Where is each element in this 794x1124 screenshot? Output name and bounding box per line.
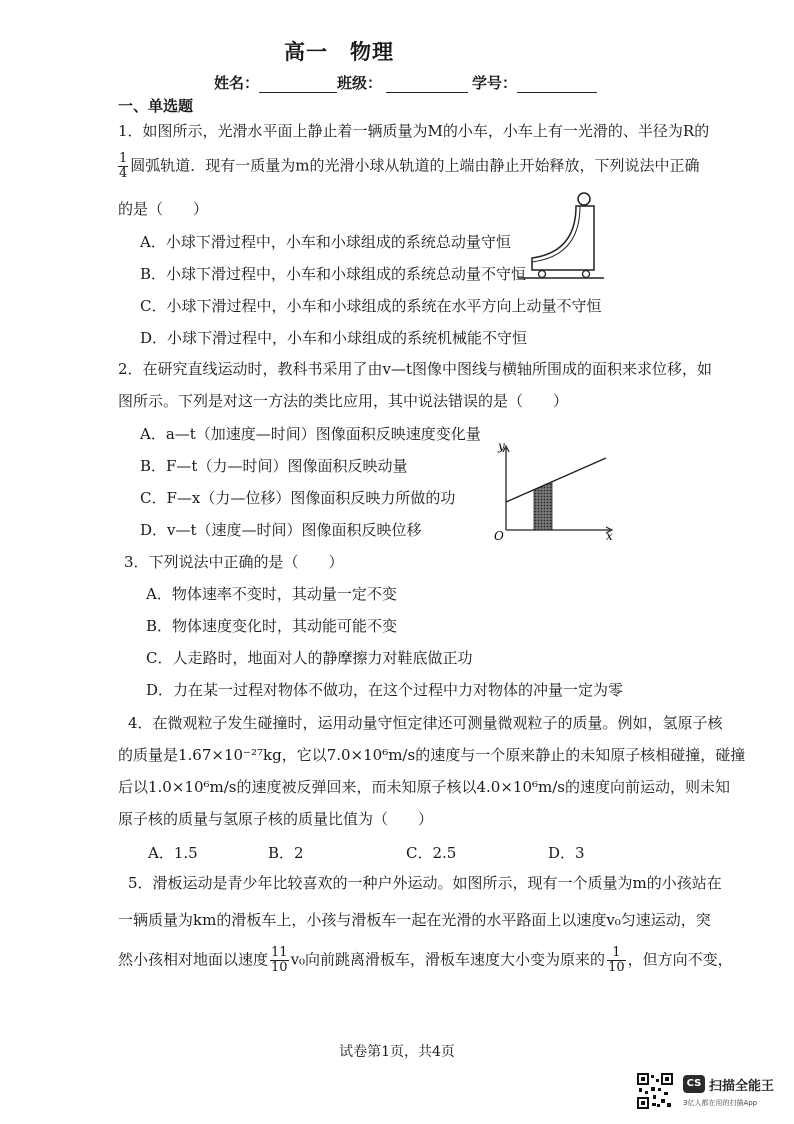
q2-option-c[interactable]: C．F—x（力—位移）图像面积反映力所做的功: [140, 489, 456, 507]
x-axis-label: x: [606, 529, 613, 542]
q1-line2: $\frac{1}{4}$ 圆弧轨道．现有一质量为m的光滑小球从轨道的上端由静止开始释放，下列说法中正确: [119, 151, 700, 181]
q4-line2: 的质量是1.67×10⁻²⁷kg，它以7.0×10⁶m/s的速度与一个原来静止的未知原子核相碰撞，碰撞: [118, 746, 746, 764]
y-axis-label: y: [498, 439, 505, 453]
origin-label: O: [494, 529, 504, 542]
camscanner-name: 扫描全能王: [709, 1079, 775, 1094]
section-title: 一、单选题: [118, 97, 194, 115]
class-label: 班级：: [337, 74, 383, 92]
wheel-icon: [583, 271, 590, 278]
q2-option-d[interactable]: D．v—t（速度—时间）图像面积反映位移: [140, 521, 422, 539]
area-graph-figure: [492, 438, 618, 542]
graph-line: [506, 458, 606, 502]
q5-line3: 然小孩相对地面以速度 $\frac{11}{10}$ v₀向前跳离滑板车，滑板车速度大小变为原来的 $\frac{1}{10}$ ，但方向不变，: [118, 945, 733, 975]
q5-fraction-2: $\frac{1}{10}$: [608, 945, 625, 975]
camscanner-logo-icon: CS: [683, 1075, 705, 1093]
wheel-icon: [539, 271, 546, 278]
q1-option-a[interactable]: A．小球下滑过程中，小车和小球组成的系统总动量守恒: [140, 233, 511, 251]
student-info-row: [214, 72, 597, 93]
q4-option-a[interactable]: A．1.5: [148, 844, 198, 862]
q5-line1: 5．滑板运动是青少年比较喜欢的一种户外运动。如图所示，现有一个质量为m的小孩站在: [128, 874, 722, 892]
class-blank[interactable]: [386, 78, 468, 93]
q3-option-b[interactable]: B．物体速度变化时，其动能可能不变: [146, 617, 398, 635]
id-label: 学号：: [472, 74, 518, 92]
q2-line1: 2．在研究直线运动时，教科书采用了由v—t图像中图线与横轴所围成的面积来求位移，如: [118, 360, 713, 378]
q4-option-b[interactable]: B．2: [268, 844, 304, 862]
page-title: 高一 物理: [284, 39, 394, 64]
name-blank[interactable]: [259, 78, 337, 93]
q3-option-d[interactable]: D．力在某一过程对物体不做功，在这个过程中力对物体的冲量一定为零: [146, 681, 624, 699]
q3-option-c[interactable]: C．人走路时，地面对人的静摩擦力对鞋底做正功: [146, 649, 473, 667]
q4-line1: 4．在微观粒子发生碰撞时，运用动量守恒定律还可测量微观粒子的质量。例如，氢原子核: [128, 714, 723, 732]
camscanner-tagline: 3亿人都在用的扫描App: [683, 1099, 758, 1107]
q1-line1: 1．如图所示，光滑水平面上静止着一辆质量为M的小车，小车上有一光滑的、半径为R的: [118, 122, 710, 140]
qr-code-icon: [637, 1073, 673, 1109]
q5-line2: 一辆质量为km的滑板车上，小孩与滑板车一起在光滑的水平路面上以速度v₀匀速运动，突: [118, 911, 711, 929]
q1-fraction: $\frac{1}{4}$: [119, 151, 128, 181]
q5-fraction-1: $\frac{11}{10}$: [271, 945, 288, 975]
q1-line3: 的是（ ）: [118, 200, 209, 218]
q1-option-b[interactable]: B．小球下滑过程中，小车和小球组成的系统总动量不守恒: [140, 265, 527, 283]
q2-line2: 图所示。下列是对这一方法的类比应用，其中说法错误的是（ ）: [118, 392, 569, 410]
id-blank[interactable]: [517, 78, 597, 93]
q4-line4: 原子核的质量与氢原子核的质量比值为（ ）: [118, 810, 434, 828]
cart-track-figure: [514, 190, 606, 282]
q2-option-b[interactable]: B．F—t（力—时间）图像面积反映动量: [140, 457, 408, 475]
q1-option-d[interactable]: D．小球下滑过程中，小车和小球组成的系统机械能不守恒: [140, 329, 528, 347]
q3-option-a[interactable]: A．物体速率不变时，其动量一定不变: [146, 585, 397, 603]
name-label: 姓名：: [214, 74, 260, 92]
q4-option-d[interactable]: D．3: [548, 844, 585, 862]
q3-line1: 3．下列说法中正确的是（ ）: [124, 553, 344, 571]
q1-option-c[interactable]: C．小球下滑过程中，小车和小球组成的系统在水平方向上动量不守恒: [140, 297, 602, 315]
page-footer: 试卷第1页，共4页: [339, 1044, 455, 1060]
q4-line3: 后以1.0×10⁶m/s的速度被反弹回来，而未知原子核以4.0×10⁶m/s的速度向前运动，则未知: [118, 778, 731, 796]
q4-option-c[interactable]: C．2.5: [406, 844, 457, 862]
q2-option-a[interactable]: A．a—t（加速度—时间）图像面积反映速度变化量: [140, 425, 481, 443]
ball-icon: [578, 193, 590, 205]
